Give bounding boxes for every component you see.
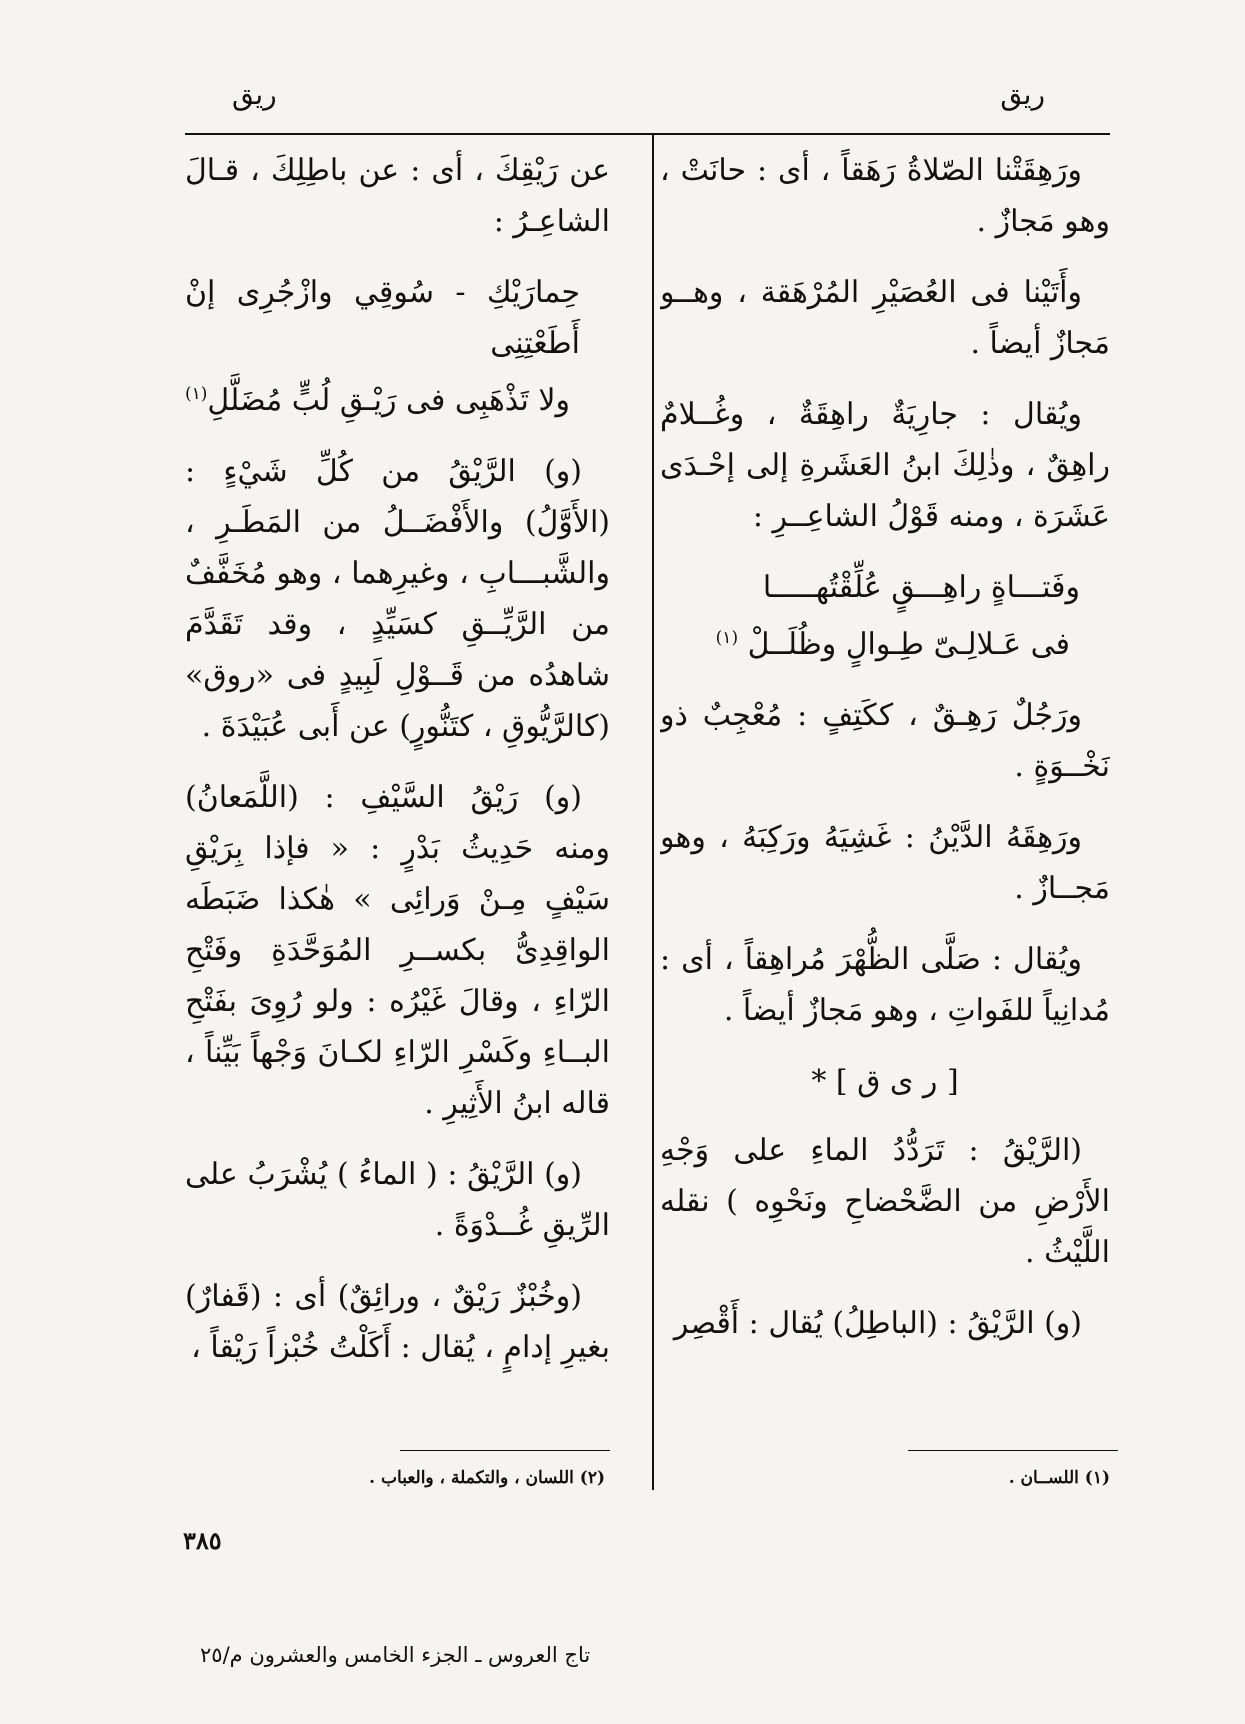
- text-column-left: [185, 145, 610, 1455]
- paragraph: (و) الرَّيْقُ : (الباطِلُ) يُقال : أَقْصِر: [673, 1306, 1082, 1341]
- paragraph: ويُقال : جارِيَةٌ راهِقَةٌ ، وغُــلامٌ راهِقٌ ، وذٰلِكَ ابنُ العَشَرةِ إلى إحْـدَى عَشَرَة ، ومنه قَوْلُ الشاعِــرِ :: [660, 397, 1110, 534]
- page-footer: تاج العروس ـ الجزء الخامس والعشرون م/٢٥: [200, 1643, 591, 1667]
- paragraph: (و) الرَّيْقُ : ( الماءُ ) يُشْرَبُ على الرِّيقِ غُــدْوَةً .: [185, 1157, 610, 1243]
- paragraph: (وخُبْزٌ رَيْقٌ ، ورائِقٌ) أى : (قَفارٌ) بغيرِ إدامٍ ، يُقال : أَكَلْتُ خُبْزاً رَيْقاً ،: [185, 1279, 610, 1365]
- footnote-marker: (١): [185, 384, 208, 404]
- verse-line-text: فى عَـلالِـىّ طِـوالٍ وظُلَــلْ: [747, 627, 1070, 662]
- entry-heading: [ ر ى ق ] *: [811, 1064, 959, 1099]
- footnote-rule: [908, 1450, 1118, 1451]
- column-divider: [652, 135, 654, 1490]
- verse-line: [660, 613, 1080, 670]
- paragraph: وأَتَيْنا فى العُصَيْرِ المُرْهَقة ، وهــو مَجازٌ أيضاً .: [660, 275, 1110, 361]
- footnote-rule: [400, 1450, 610, 1451]
- paragraph: ويُقال : صَلَّى الظُّهْرَ مُراهِقاً ، أى : مُدانِياً للفَواتِ ، وهو مَجازٌ أيضاً .: [660, 942, 1110, 1028]
- footnote-left: (٢) اللسان ، والتكملة ، والعباب .: [369, 1468, 605, 1488]
- verse-line-text: ولا تَذْهَبِى فى رَيْـقِ لُبٍّ مُضَلَّلِ: [207, 383, 570, 418]
- paragraph: ورَجُلٌ رَهِـقٌ ، ككَتِفٍ : مُعْجِبٌ ذو نَخْــوَةٍ .: [660, 698, 1110, 784]
- verse-line: وفَتـــاةٍ راهِـــقٍ عُلِّقْتُهـــــا: [762, 570, 1080, 605]
- footnote-marker: (١): [715, 628, 739, 648]
- text-column-right: [660, 145, 1110, 1455]
- verse: [185, 267, 610, 426]
- footnote-right: (١) اللســان .: [1008, 1468, 1110, 1488]
- header-rule: [185, 133, 1110, 135]
- paragraph: عن رَيْقِكَ ، أى : عن باطِلِكَ ، قـالَ الشاعِـرُ :: [185, 153, 610, 239]
- page-number: ٣٨٥: [183, 1526, 222, 1555]
- paragraph: (الرَّيْقُ : تَرَدُّدُ الماءِ على وَجْهِ الأَرْضِ من الضَّحْضاحِ ونَحْوِه ) نقله اللَّيْثُ .: [660, 1133, 1110, 1270]
- paragraph: ورَهِقَتْنا الصّلاةُ رَهَقاً ، أى : حانَتْ ، وهو مَجازٌ .: [660, 153, 1110, 239]
- running-header-right: ريق: [1000, 78, 1045, 111]
- verse-line: [185, 369, 580, 426]
- paragraph: (و) الرَّيْقُ من كُلِّ شَيْءٍ : (الأَوَّلُ) والأَفْضَــلُ من المَطَـرِ ، والشَّبـــابِ ، وغيرِهما ، وهو مُخَفَّفٌ من الرَّيِّــقِ كسَيِّدٍ ، وقد تَقَدَّمَ شاهدُه من قَــوْلِ لَبِيدٍ فى «روق» (كالرَّيُّوقِ ، كتَنُّورٍ) عن أَبى عُبَيْدَةَ .: [185, 454, 610, 744]
- running-header-left: ريق: [232, 78, 277, 111]
- verse: [660, 562, 1110, 670]
- verse-line: حِمارَيْكِ - سُوقِي وازْجُرِى إنْ أَطَعْتِنِى: [185, 275, 580, 361]
- paragraph: (و) رَيْقُ السَّيْفِ : (اللَّمَعانُ) ومنه حَدِيثُ بَدْرٍ : « فإذا بِرَيْقِ سَيْفٍ مِـنْ وَرائِى » هٰكذا ضَبَطَه الواقِدِىُّ بكســرِ المُوَحَّدَةِ وفَتْحِ الرّاءِ ، وقالَ غَيْرُه : ولو رُوِىَ بفَتْحِ البــاءِ وكَسْرِ الرّاءِ لكـانَ وَجْهاً بَيِّناً ، قاله ابنُ الأَثِيرِ .: [185, 780, 610, 1121]
- paragraph: ورَهِقَهُ الدَّيْنُ : غَشِيَهُ ورَكِبَهُ ، وهو مَجــازٌ .: [660, 820, 1110, 906]
